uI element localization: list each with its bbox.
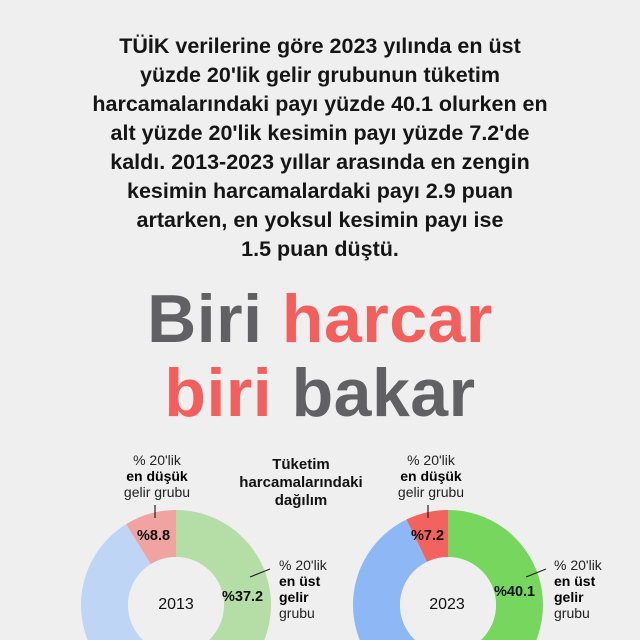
label-line: % 20'lik [279, 557, 327, 573]
intro-line: artarken, en yoksul kesimin payı ise [136, 208, 504, 232]
label-line: gelir [554, 589, 584, 605]
label-line: en üst [279, 573, 321, 589]
label-bottom-2013 [112, 452, 202, 500]
label-line: grubu [554, 605, 590, 621]
label-line: gelir grubu [397, 484, 465, 500]
intro-line: kaldı. 2013-2023 yıllar arasında en zengin [110, 150, 530, 174]
label-top-2023 [554, 557, 602, 621]
slice-label-bottom-2013: %8.8 [137, 528, 171, 544]
intro-line: harcamalarındaki payı yüzde 40.1 olurken en [92, 92, 548, 116]
label-line: gelir grubu [123, 484, 191, 500]
donut-2023 [353, 510, 543, 640]
slice-label-top-2013: %37.2 [222, 589, 264, 605]
slice-label-top-2023: %40.1 [494, 584, 536, 600]
donut-2013 [81, 510, 271, 640]
center-title-line: Tüketim [272, 456, 330, 473]
label-line: % 20'lik [133, 452, 181, 468]
intro-line: yüzde 20'lik gelir grubunun tüketim [140, 63, 500, 87]
slice-label-bottom-2023: %7.2 [411, 528, 445, 544]
label-line: en düşük [126, 468, 188, 484]
center-title-line: harcamalarındaki [239, 474, 363, 491]
label-line: grubu [279, 605, 315, 621]
label-line: en üst [554, 573, 596, 589]
intro-line: alt yüzde 20'lik kesimin payı yüzde 7.2'de [110, 121, 530, 145]
label-top-2013 [279, 557, 327, 621]
center-title-line: dağılım [274, 492, 328, 509]
intro-line: kesimin harcamalardaki payı 2.9 puan [127, 179, 513, 203]
headline-word-biri-2: biri [164, 355, 273, 431]
intro-line: TÜİK verilerine göre 2023 yılında en üst [119, 34, 521, 58]
label-line: en düşük [400, 468, 462, 484]
label-line: % 20'lik [554, 557, 602, 573]
intro-line: 1.5 puan düştü. [241, 237, 399, 261]
center-title [214, 456, 388, 510]
headline-word-biri: Biri [147, 281, 263, 357]
year-label-2013: 2013 [158, 596, 194, 613]
headline-word-bakar: bakar [291, 355, 476, 431]
label-line: gelir [279, 589, 309, 605]
year-label-2023: 2023 [429, 596, 465, 613]
label-bottom-2023 [386, 452, 476, 500]
label-line: % 20'lik [407, 452, 455, 468]
headline-word-harcar: harcar [281, 281, 493, 357]
